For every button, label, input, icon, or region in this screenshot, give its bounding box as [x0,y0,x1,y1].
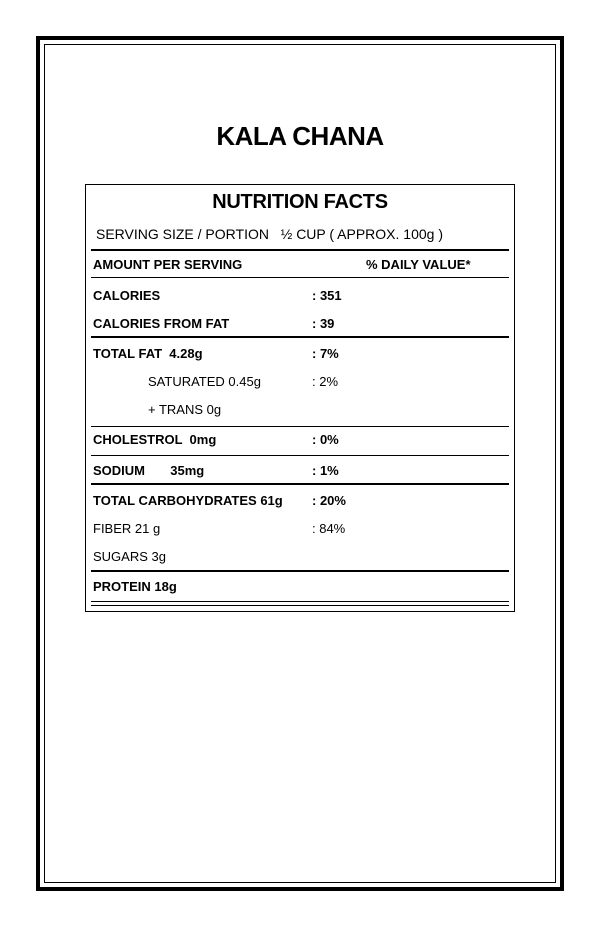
divider [91,483,509,485]
nutrient-value: : 1% [312,463,339,478]
nutrient-value: : 7% [312,346,339,361]
amount-per-serving-header: AMOUNT PER SERVING [93,257,243,272]
bottom-double-rule [91,601,509,606]
nutrient-name: FIBER 21 g [93,521,161,536]
divider [91,277,509,278]
nutrient-row-trans-fat [93,402,508,424]
product-title: KALA CHANA [216,121,384,151]
nutrient-name: SODIUM 35mg [93,463,205,478]
divider [91,426,509,427]
nutrient-name: CHOLESTROL 0mg [93,432,217,447]
nutrient-row-total-carbohydrates [93,493,508,515]
nutrient-row-cholesterol [93,432,508,454]
nutrient-value: : 0% [312,432,339,447]
divider [91,455,509,456]
nutrient-row-calories-from-fat [93,316,508,338]
nutrient-name: + TRANS 0g [148,402,222,417]
nutrient-value: : 39 [312,316,335,331]
nutrient-value: : 84% [312,521,346,536]
label-heading: NUTRITION FACTS [212,191,388,213]
nutrient-row-fiber [93,521,508,543]
nutrient-row-protein [93,579,508,601]
nutrient-row-calories [93,288,508,310]
nutrient-name: CALORIES FROM FAT [93,316,230,331]
daily-value-header: % DAILY VALUE* [366,257,471,272]
nutrient-name: CALORIES [93,288,161,303]
divider [91,336,509,338]
nutrient-row-saturated-fat [93,374,508,396]
nutrient-row-sugars [93,549,508,571]
serving-size: SERVING SIZE / PORTION ½ CUP ( APPROX. 100g ) [96,226,443,242]
nutrient-name: TOTAL CARBOHYDRATES 61g [93,493,283,508]
nutrient-value: : 351 [312,288,342,303]
nutrient-value: : 20% [312,493,346,508]
divider [91,249,509,251]
nutrient-name: TOTAL FAT 4.28g [93,346,203,361]
nutrient-name: SATURATED 0.45g [148,374,261,389]
nutrient-name: SUGARS 3g [93,549,166,564]
nutrient-row-sodium [93,463,508,485]
nutrient-name: PROTEIN 18g [93,579,177,594]
nutrient-value: : 2% [312,374,339,389]
nutrition-label [85,184,515,612]
divider [91,570,509,572]
column-header-row [93,257,508,279]
nutrient-row-total-fat [93,346,508,368]
